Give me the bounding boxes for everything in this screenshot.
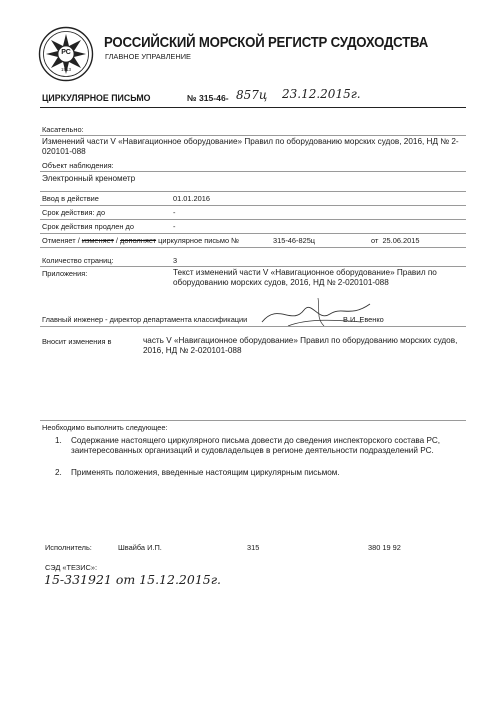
divider [40, 266, 466, 267]
divider [40, 135, 466, 136]
cancels-label-e: циркулярное письмо № [156, 236, 240, 245]
extended-value: - [173, 222, 176, 231]
logo-year: 1913 [60, 67, 71, 72]
object-label: Объект наблюдения: [42, 161, 114, 170]
action-item-text: Содержание настоящего циркулярного письма довести до сведения инспекторского состава РС, заинтересованных организаций и судовладельцев в регионе деятельности подразделений РС. [71, 436, 441, 455]
divider [40, 233, 466, 234]
cancels-label-b: изменяет [81, 236, 114, 245]
amendments-label: Вносит изменения в [42, 337, 112, 346]
org-name: РОССИЙСКИЙ МОРСКОЙ РЕГИСТР СУДОХОДСТВА [104, 33, 429, 51]
divider [40, 191, 466, 192]
attachments-label: Приложения: [42, 269, 88, 278]
amendments-value: часть V «Навигационное оборудование» Правил по оборудованию морских судов, 2016, НД № 2-020101-088 [143, 336, 458, 355]
title-rule [40, 107, 466, 108]
concerning-value: Изменений части V «Навигационное оборудование» Правил по оборудованию морских судов, 2016, НД № 2-020101-088 [42, 137, 459, 156]
divider [40, 171, 466, 172]
action-item-number: 2. [55, 468, 62, 477]
tezis-handwritten: 15-331921 от 15.12.2015г. [44, 572, 222, 587]
attachments-value: Текст изменений части V «Навигационное оборудование» Правил по оборудованию морских судов, 2016, НД № 2-020101-088 [173, 268, 437, 287]
divider [40, 247, 466, 248]
org-subtitle: ГЛАВНОЕ УПРАВЛЕНИЕ [105, 52, 191, 61]
effective-label: Ввод в действие [42, 194, 99, 203]
logo-text: РС [61, 49, 71, 56]
object-value: Электронный кренометр [42, 174, 136, 183]
signatory-title: Главный инженер - директор департамента классификации [42, 315, 248, 324]
divider [40, 420, 466, 421]
action-item-text: Применять положения, введенные настоящим циркулярным письмом. [71, 468, 340, 477]
effective-value: 01.01.2016 [173, 194, 210, 203]
validity-value: - [173, 208, 176, 217]
divider [40, 205, 466, 206]
divider [40, 219, 466, 220]
executor-department: 315 [247, 543, 260, 552]
executor-phone: 380 19 92 [368, 543, 401, 552]
cancels-label-d: дополняет [120, 236, 157, 245]
extended-label: Срок действия продлен до [42, 222, 134, 231]
cancels-label-c: / [113, 236, 121, 245]
pages-value: 3 [173, 256, 178, 265]
letter-number-label: № 315-46- [187, 93, 229, 103]
cancels-date: от 25.06.2015 [371, 236, 420, 245]
concerning-label: Касательно: [42, 125, 84, 134]
signatory-name: В.И. Евенко [343, 315, 384, 324]
letter-date-handwritten: 23.12.2015г. [282, 87, 361, 101]
executor-label: Исполнитель: [45, 543, 92, 552]
cancels-label-a: Отменяет / [42, 236, 82, 245]
letter-number-handwritten: 857ц [236, 88, 268, 102]
pages-label: Количество страниц: [42, 256, 114, 265]
cancels-number: 315-46-825ц [273, 236, 316, 245]
rs-logo [38, 26, 94, 82]
executor-name: Швайба И.П. [118, 543, 162, 552]
divider [40, 326, 466, 327]
tezis-label: СЭД «ТЕЗИС»: [45, 563, 98, 572]
cancels-label [42, 236, 239, 245]
letter-type: ЦИРКУЛЯРНОЕ ПИСЬМО [42, 93, 151, 103]
actions-heading: Необходимо выполнить следующее: [42, 423, 168, 432]
action-item-number: 1. [55, 436, 62, 445]
validity-label: Срок действия: до [42, 208, 106, 217]
